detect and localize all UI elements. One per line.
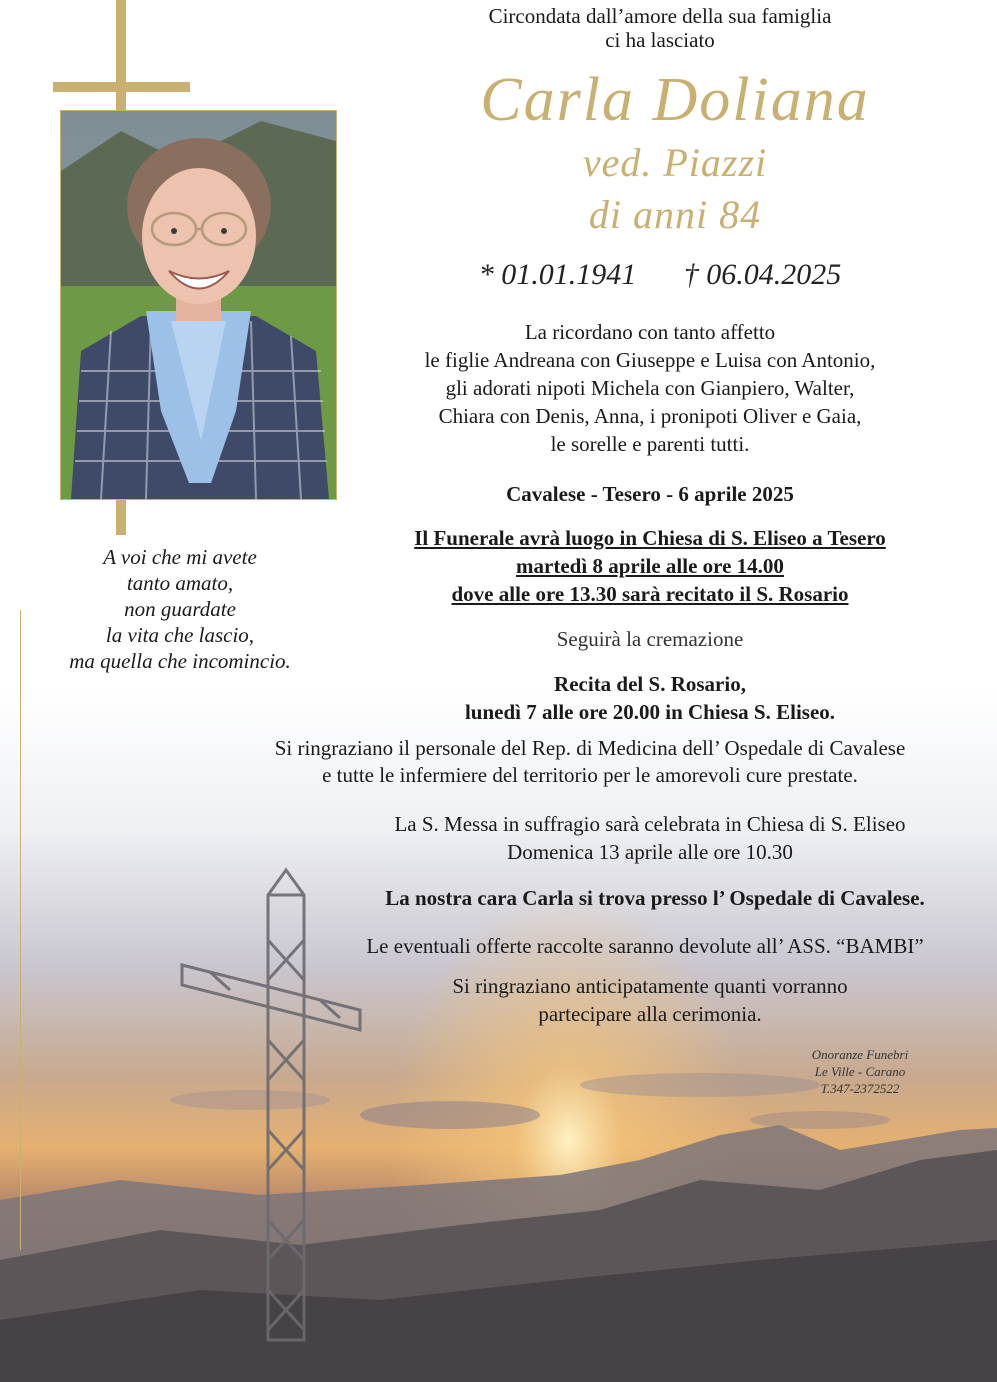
agency-name: Onoranze Funebri bbox=[811, 1047, 909, 1062]
funeral-agency bbox=[775, 1046, 945, 1097]
birth-date: * 01.01.1941 bbox=[478, 258, 637, 291]
family-block bbox=[330, 318, 970, 458]
memorial-quote bbox=[30, 544, 330, 674]
heading-line-2: ci ha lasciato bbox=[605, 28, 715, 52]
family-line: Chiara con Denis, Anna, i pronipoti Oliver e Gaia, bbox=[438, 404, 862, 428]
thanks-staff-line: Si ringraziano il personale del Rep. di Medicina dell’ Ospedale di Cavalese bbox=[274, 736, 906, 760]
portrait-photo bbox=[60, 110, 337, 500]
thanks-all-line: Si ringraziano anticipatamente quanti vorranno bbox=[452, 974, 848, 998]
funeral-line: dove alle ore 13.30 sarà recitato il S. Rosario bbox=[451, 582, 849, 606]
family-line: gli adorati nipoti Michela con Gianpiero, Walter, bbox=[445, 376, 855, 400]
gold-border-line bbox=[20, 610, 21, 1250]
mass-line: Domenica 13 aprile alle ore 10.30 bbox=[507, 840, 793, 864]
family-line: le figlie Andreana con Giuseppe e Luisa con Antonio, bbox=[424, 348, 876, 372]
announcement-heading bbox=[380, 4, 940, 52]
quote-line: tanto amato, bbox=[126, 571, 234, 595]
heading-line-1: Circondata dall’amore della sua famiglia bbox=[488, 4, 832, 28]
cremation-note: Seguirà la cremazione bbox=[556, 627, 744, 651]
age: di anni 84 bbox=[588, 192, 762, 237]
mass-block bbox=[325, 810, 975, 866]
funeral-line: Il Funerale avrà luogo in Chiesa di S. Eliseo a Tesero bbox=[414, 526, 886, 550]
funeral-line: martedì 8 aprile alle ore 14.00 bbox=[516, 554, 784, 578]
place-date: Cavalese - Tesero - 6 aprile 2025 bbox=[506, 482, 794, 506]
widow-of: ved. Piazzi bbox=[582, 140, 768, 185]
quote-line: non guardate bbox=[124, 597, 236, 621]
family-line: La ricordano con tanto affetto bbox=[524, 320, 776, 344]
death-date: † 06.04.2025 bbox=[683, 258, 842, 291]
thanks-all-line: partecipare alla cerimonia. bbox=[538, 1002, 762, 1026]
agency-phone: T.347-2372522 bbox=[820, 1081, 900, 1096]
deceased-name: Carla Doliana bbox=[480, 66, 870, 134]
rosary-line: lunedì 7 alle ore 20.00 in Chiesa S. Eliseo. bbox=[464, 700, 836, 724]
agency-place: Le Ville - Carano bbox=[814, 1064, 906, 1079]
thanks-all-block bbox=[330, 972, 970, 1028]
funeral-block bbox=[330, 524, 970, 608]
life-dates bbox=[400, 255, 920, 295]
quote-line: ma quella che incomincio. bbox=[69, 649, 291, 673]
thanks-staff-line: e tutte le infermiere del territorio per le amorevoli cure prestate. bbox=[322, 763, 858, 787]
rosary-line: Recita del S. Rosario, bbox=[554, 672, 746, 696]
quote-line: la vita che lascio, bbox=[105, 623, 255, 647]
thanks-staff-block bbox=[205, 735, 975, 789]
donations-note: Le eventuali offerte raccolte saranno devolute all’ ASS. “BAMBI” bbox=[366, 934, 924, 958]
location-note: La nostra cara Carla si trova presso l’ Ospedale di Cavalese. bbox=[385, 886, 925, 910]
rosary-block bbox=[330, 670, 970, 726]
family-line: le sorelle e parenti tutti. bbox=[550, 432, 750, 456]
mass-line: La S. Messa in suffragio sarà celebrata in Chiesa di S. Eliseo bbox=[394, 812, 906, 836]
quote-line: A voi che mi avete bbox=[103, 545, 257, 569]
